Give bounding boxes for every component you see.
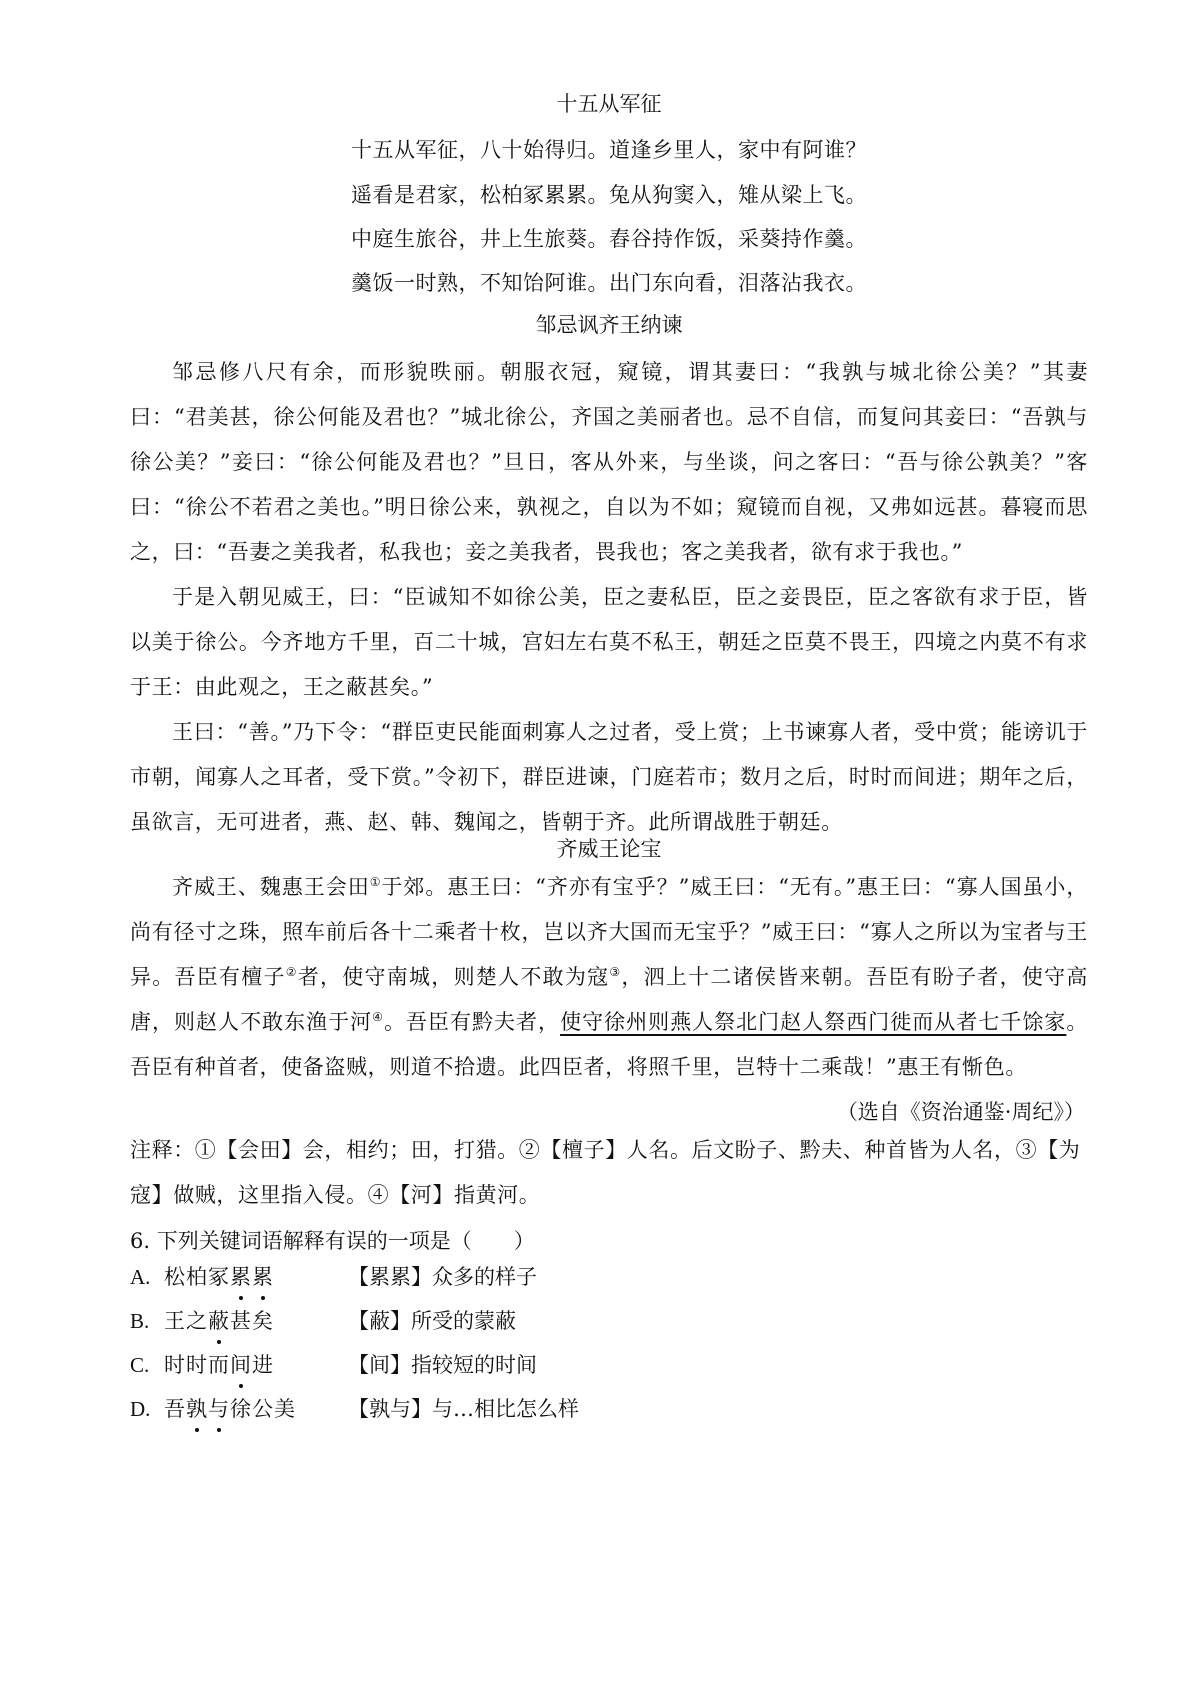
option-letter: B.: [130, 1309, 150, 1333]
option-explanation: 【间】指较短的时间: [348, 1353, 537, 1377]
option-b: [130, 1306, 830, 1336]
phrase-text: 徐公美: [230, 1397, 296, 1421]
phrase-text: 进: [252, 1353, 274, 1377]
text3-title-wrap: [130, 834, 1088, 864]
footnote-marker: ①: [369, 875, 382, 889]
text-run: 于郊。惠王曰：“齐亦有宝乎？”威王曰：“无有。”惠王曰：“寡人国虽小，尚有径寸之珠，照车前后各十二乘者十枚，岂以齐大国而无宝乎？”威王曰：“寡人之所以为宝者与王异。吾臣有檀子: [130, 875, 1088, 989]
option-c: [130, 1350, 830, 1380]
option-d: [130, 1394, 830, 1424]
footnote-marker: ③: [609, 965, 622, 979]
section-title: 邹忌讽齐王纳谏: [535, 313, 683, 337]
phrase-text: 甚矣: [230, 1309, 274, 1333]
section-title: 齐威王论宝: [556, 837, 662, 861]
option-a: [130, 1262, 830, 1292]
text3-body: [130, 865, 1088, 1090]
emphasis-char: 间: [230, 1350, 252, 1380]
poem-section: [130, 89, 1088, 119]
poem-line-2-wrap: [130, 180, 1088, 210]
paragraph: 王曰：“善。”乃下令：“群臣吏民能面刺寡人之过者，受上赏；上书谏寡人者，受中赏；能谤讥于市朝，闻寡人之耳者，受下赏。”令初下，群臣进谏，门庭若市；数月之后，时时而间进；期年之后，虽欲言，无可进者，燕、赵、韩、魏闻之，皆朝于齐。此所谓战胜于朝廷。: [130, 720, 1088, 834]
poem-line: 羹饭一时熟，不知饴阿谁。出门东向看，泪落沾我衣。: [351, 271, 867, 295]
question-wrap: [130, 1226, 1088, 1256]
paragraph: [130, 865, 1088, 1090]
poem-line-4-wrap: [130, 268, 1088, 298]
paragraph: 邹忌修八尺有余，而形貌昳丽。朝服衣冠，窥镜，谓其妻曰：“我孰与城北徐公美？”其妻曰：“君美甚，徐公何能及君也？”城北徐公，齐国之美丽者也。忌不自信，而复问其妾曰：“吾孰与徐公美？”妾曰：“徐公何能及君也？”旦日，客从外来，与坐谈，问之客曰：“吾与徐公孰美？”客曰：“徐公不若君之美也。”明日徐公来，孰视之，自以为不如；窥镜而自视，又弗如远甚。暮寝而思之，曰：“吾妻之美我者，私我也；妾之美我者，畏我也；客之美我者，欲有求于我也。”: [130, 360, 1088, 564]
text-run: 。吾臣有黔夫者，: [383, 1010, 561, 1034]
emphasis-char: 累: [252, 1262, 274, 1292]
option-phrase: [164, 1262, 348, 1292]
option-phrase: [164, 1350, 348, 1380]
poem-line-1-wrap: [130, 135, 1088, 165]
notes-wrap: [130, 1128, 1088, 1218]
option-explanation: 【累累】众多的样子: [348, 1265, 537, 1289]
poem-line: 中庭生旅谷，井上生旅葵。舂谷持作饭，采葵持作羹。: [351, 227, 867, 251]
question-stem: 6. 下列关键词语解释有误的一项是（ ）: [130, 1229, 535, 1253]
option-phrase: [164, 1306, 348, 1336]
poem-line: 十五从军征，八十始得归。道逢乡里人，家中有阿谁？: [351, 138, 867, 162]
emphasis-char: 与: [208, 1394, 230, 1424]
text-run: 者，使守南城，则楚人不敢为寇: [297, 965, 610, 989]
footnote-marker: ②: [285, 965, 298, 979]
text2-body: [130, 350, 1088, 845]
emphasis-char: 蔽: [208, 1306, 230, 1336]
footnote-marker: ④: [372, 1010, 384, 1024]
text-run: 。吾臣有种首者，使备盗贼，则道不拾遗。此四臣者，将照千里，岂特十二乘哉！”惠王有惭色。: [130, 1010, 1088, 1079]
emphasis-char: 累: [230, 1262, 252, 1292]
poem-line: 遥看是君家，松柏冢累累。兔从狗窦入，雉从梁上飞。: [351, 183, 867, 207]
underlined-sentence: 使守徐州则燕人祭北门赵人祭西门徙而从者七千馀家: [560, 1010, 1067, 1034]
dotted-word: [230, 1265, 274, 1289]
dotted-word: [186, 1397, 230, 1421]
option-explanation: 【孰与】与…相比怎么样: [348, 1397, 579, 1421]
text-run: ，泗上十二诸侯皆来朝。吾臣有盼子者，使守高唐，则赵人不敢东渔于河: [130, 965, 1089, 1034]
paragraph: 于是入朝见威王，曰：“臣诚知不如徐公美，臣之妻私臣，臣之妾畏臣，臣之客欲有求于臣，皆以美于徐公。今齐地方千里，百二十城，宫妇左右莫不私王，朝廷之臣莫不畏王，四境之内莫不有求于王：由此观之，王之蔽甚矣。”: [130, 585, 1088, 699]
poem-line-3-wrap: [130, 224, 1088, 254]
text2-title-wrap: [130, 310, 1088, 340]
phrase-text: 时时而: [164, 1353, 230, 1377]
source-citation: （选自《资治通鉴·周纪》）: [836, 1100, 1085, 1124]
text-run: 齐威王、魏惠王会田: [172, 875, 370, 899]
phrase-text: 王之: [164, 1309, 208, 1333]
option-letter: D.: [130, 1397, 151, 1421]
poem-title: 十五从军征: [556, 92, 662, 116]
phrase-text: 松柏冢: [164, 1265, 230, 1289]
notes: 注释：①【会田】会，相约；田，打猎。②【檀子】人名。后文盼子、黔夫、种首皆为人名，③【为寇】做贼，这里指入侵。④【河】指黄河。: [130, 1138, 1081, 1207]
option-letter: C.: [130, 1353, 150, 1377]
option-phrase: [164, 1394, 348, 1424]
option-explanation: 【蔽】所受的蒙蔽: [348, 1309, 516, 1333]
emphasis-char: 孰: [186, 1394, 208, 1424]
phrase-text: 吾: [164, 1397, 186, 1421]
option-letter: A.: [130, 1265, 151, 1289]
